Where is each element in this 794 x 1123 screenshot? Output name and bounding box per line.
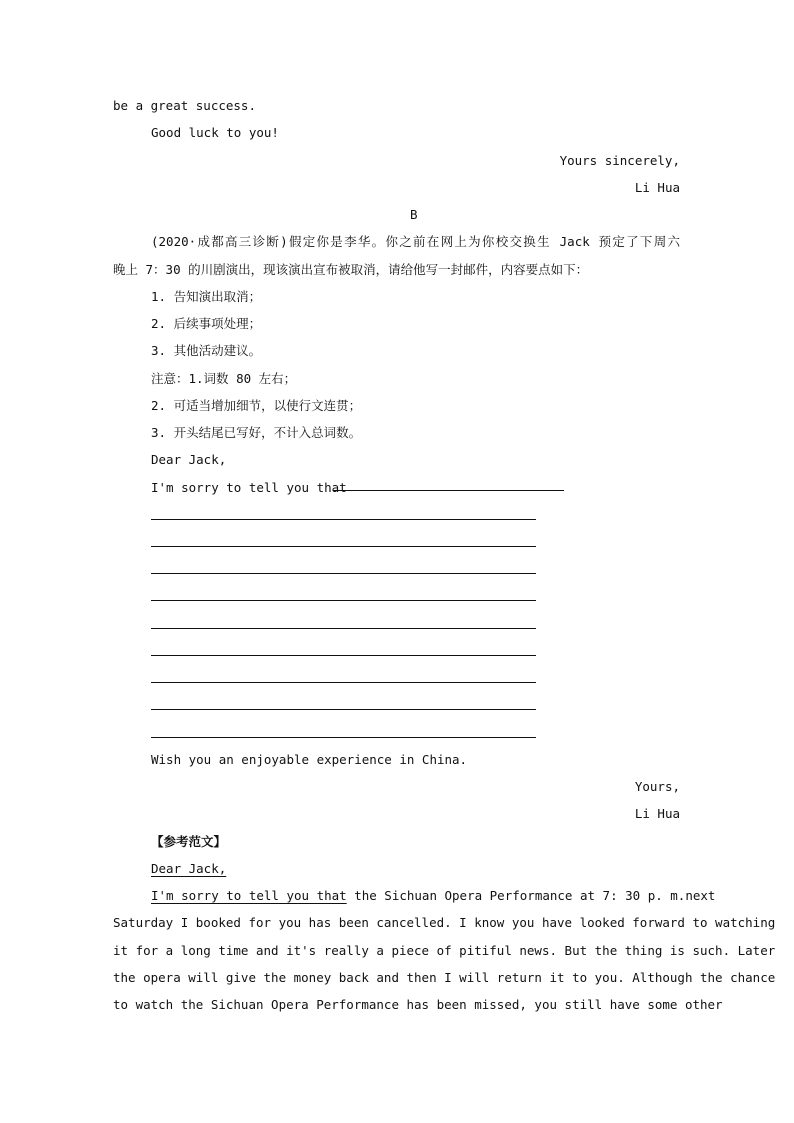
point-item: 3. 其他活动建议。 [151, 343, 262, 358]
sample-line: it for a long time and it's really a piece of pitiful news. But the thing is such. Later [113, 943, 776, 958]
sample-starter: I'm sorry to tell you that [151, 888, 347, 903]
starter-line: I'm sorry to tell you that [151, 480, 347, 495]
sample-greeting: Dear Jack, [151, 861, 227, 876]
signature-line: Li Hua [634, 806, 680, 821]
sample-line-rest: the Sichuan Opera Performance at 7: 30 p. m.next [346, 888, 716, 903]
sample-line: Saturday I booked for you has been cancelled. I know you have looked forward to watching [113, 915, 776, 930]
good-luck-line: Good luck to you! [151, 125, 279, 140]
note-item: 注意：1.词数 80 左右； [151, 371, 297, 386]
signature-line: Li Hua [634, 180, 680, 195]
closing-line: Yours, [634, 779, 680, 794]
writing-blank[interactable] [151, 709, 536, 710]
sample-line: to watch the Sichuan Opera Performance has been missed, you still have some other [113, 997, 723, 1012]
prompt-line: (2020·成都高三诊断)假定你是李华。你之前在网上为你校交换生 Jack 预定了下周六 [151, 234, 680, 249]
sample-line: the opera will give the money back and then I will return it to you. Although the chance [113, 970, 776, 985]
writing-blank[interactable] [151, 600, 536, 601]
writing-blank[interactable] [151, 737, 536, 738]
point-item: 2. 后续事项处理； [151, 316, 262, 331]
ending-line: Wish you an enjoyable experience in China. [151, 752, 468, 767]
writing-blank[interactable] [333, 490, 564, 491]
sample-line [151, 888, 716, 904]
closing-line: Yours sincerely, [559, 153, 680, 168]
point-item: 1. 告知演出取消； [151, 289, 262, 304]
writing-blank[interactable] [151, 546, 536, 547]
writing-blank[interactable] [151, 628, 536, 629]
writing-blank[interactable] [151, 519, 536, 520]
writing-blank[interactable] [151, 573, 536, 574]
note-item: 2. 可适当增加细节，以使行文连贯； [151, 398, 362, 413]
greeting-line: Dear Jack, [151, 452, 227, 467]
writing-blank[interactable] [151, 655, 536, 656]
sample-heading: 【参考范文】 [151, 834, 227, 849]
writing-blank[interactable] [151, 682, 536, 683]
text-line: be a great success. [113, 98, 256, 113]
note-item: 3. 开头结尾已写好，不计入总词数。 [151, 425, 362, 440]
prompt-line: 晚上 7：30 的川剧演出，现该演出宣布被取消，请给他写一封邮件，内容要点如下： [113, 262, 589, 277]
section-heading: B [410, 207, 418, 222]
